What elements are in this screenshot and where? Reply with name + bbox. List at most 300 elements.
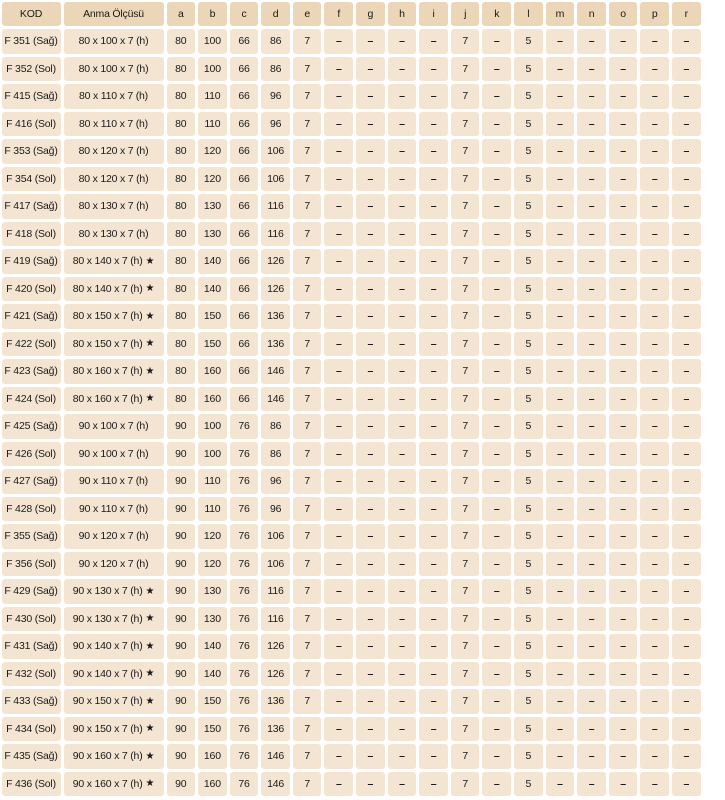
value-cell-n: –	[577, 222, 606, 247]
anma-olcusu-text: 90 x 120 x 7 (h)	[78, 530, 149, 543]
value-cell-c: 76	[230, 689, 259, 714]
kod-cell: F 351 (Sağ)	[2, 29, 61, 54]
value-cell-m: –	[546, 29, 575, 54]
value-cell-k: –	[482, 167, 511, 192]
value-cell-d: 86	[261, 57, 290, 82]
value-cell-f: –	[324, 689, 353, 714]
value-cell-l: 5	[514, 744, 543, 769]
anma-olcusu-cell	[64, 717, 164, 742]
value-cell-n: –	[577, 772, 606, 797]
anma-olcusu-text: 80 x 140 x 7 (h)	[72, 282, 143, 295]
kod-cell: F 436 (Sol)	[2, 772, 61, 797]
value-cell-l: 5	[514, 359, 543, 384]
value-cell-a: 80	[167, 304, 196, 329]
value-cell-f: –	[324, 607, 353, 632]
value-cell-h: –	[388, 717, 417, 742]
value-cell-c: 76	[230, 634, 259, 659]
value-cell-d: 116	[261, 579, 290, 604]
value-cell-i: –	[419, 332, 448, 357]
kod-cell: F 422 (Sol)	[2, 332, 61, 357]
value-cell-k: –	[482, 579, 511, 604]
header-cell-r: r	[672, 2, 701, 27]
anma-olcusu-text: 80 x 160 x 7 (h)	[72, 365, 143, 378]
kod-cell: F 433 (Sağ)	[2, 689, 61, 714]
value-cell-i: –	[419, 277, 448, 302]
kod-cell: F 416 (Sol)	[2, 112, 61, 137]
anma-olcusu-text: 90 x 140 x 7 (h)	[72, 640, 143, 653]
star-icon: ★	[145, 640, 155, 652]
value-cell-h: –	[388, 222, 417, 247]
value-cell-j: 7	[451, 414, 480, 439]
value-cell-i: –	[419, 469, 448, 494]
value-cell-e: 7	[293, 387, 322, 412]
value-cell-l: 5	[514, 304, 543, 329]
value-cell-r: –	[672, 112, 701, 137]
value-cell-p: –	[640, 359, 669, 384]
value-cell-k: –	[482, 552, 511, 577]
value-cell-h: –	[388, 524, 417, 549]
value-cell-m: –	[546, 112, 575, 137]
value-cell-r: –	[672, 277, 701, 302]
table-row	[0, 165, 725, 193]
value-cell-f: –	[324, 414, 353, 439]
value-cell-b: 130	[198, 222, 227, 247]
value-cell-e: 7	[293, 194, 322, 219]
value-cell-h: –	[388, 689, 417, 714]
value-cell-c: 66	[230, 249, 259, 274]
anma-olcusu-text: 80 x 130 x 7 (h)	[78, 200, 149, 213]
value-cell-f: –	[324, 469, 353, 494]
value-cell-b: 160	[198, 359, 227, 384]
value-cell-e: 7	[293, 29, 322, 54]
value-cell-m: –	[546, 167, 575, 192]
kod-cell: F 430 (Sol)	[2, 607, 61, 632]
value-cell-h: –	[388, 332, 417, 357]
value-cell-o: –	[609, 57, 638, 82]
table-row	[0, 413, 725, 441]
value-cell-r: –	[672, 689, 701, 714]
table-row	[0, 275, 725, 303]
value-cell-i: –	[419, 167, 448, 192]
value-cell-r: –	[672, 607, 701, 632]
anma-olcusu-text: 80 x 100 x 7 (h)	[78, 62, 149, 75]
value-cell-m: –	[546, 414, 575, 439]
value-cell-h: –	[388, 139, 417, 164]
value-cell-h: –	[388, 387, 417, 412]
table-row	[0, 688, 725, 716]
anma-olcusu-cell	[64, 304, 164, 329]
value-cell-d: 96	[261, 112, 290, 137]
value-cell-a: 80	[167, 167, 196, 192]
value-cell-e: 7	[293, 552, 322, 577]
value-cell-g: –	[356, 579, 385, 604]
value-cell-i: –	[419, 689, 448, 714]
value-cell-d: 106	[261, 167, 290, 192]
value-cell-h: –	[388, 84, 417, 109]
value-cell-r: –	[672, 332, 701, 357]
value-cell-a: 90	[167, 524, 196, 549]
value-cell-r: –	[672, 524, 701, 549]
value-cell-o: –	[609, 607, 638, 632]
anma-olcusu-text: 90 x 140 x 7 (h)	[72, 667, 143, 680]
value-cell-l: 5	[514, 497, 543, 522]
value-cell-a: 90	[167, 689, 196, 714]
value-cell-l: 5	[514, 607, 543, 632]
value-cell-o: –	[609, 249, 638, 274]
value-cell-d: 86	[261, 414, 290, 439]
value-cell-c: 66	[230, 387, 259, 412]
value-cell-k: –	[482, 524, 511, 549]
value-cell-f: –	[324, 332, 353, 357]
value-cell-m: –	[546, 249, 575, 274]
value-cell-j: 7	[451, 167, 480, 192]
value-cell-j: 7	[451, 387, 480, 412]
value-cell-m: –	[546, 194, 575, 219]
value-cell-r: –	[672, 167, 701, 192]
value-cell-b: 120	[198, 139, 227, 164]
table-row	[0, 220, 725, 248]
value-cell-b: 120	[198, 524, 227, 549]
value-cell-k: –	[482, 772, 511, 797]
value-cell-a: 80	[167, 222, 196, 247]
value-cell-h: –	[388, 579, 417, 604]
value-cell-p: –	[640, 689, 669, 714]
anma-olcusu-cell	[64, 167, 164, 192]
value-cell-c: 76	[230, 772, 259, 797]
header-cell-c: c	[230, 2, 259, 27]
value-cell-k: –	[482, 249, 511, 274]
value-cell-o: –	[609, 634, 638, 659]
header-cell-n: n	[577, 2, 606, 27]
value-cell-p: –	[640, 112, 669, 137]
value-cell-i: –	[419, 662, 448, 687]
value-cell-a: 90	[167, 579, 196, 604]
value-cell-p: –	[640, 717, 669, 742]
value-cell-b: 100	[198, 414, 227, 439]
value-cell-h: –	[388, 414, 417, 439]
value-cell-f: –	[324, 717, 353, 742]
value-cell-j: 7	[451, 139, 480, 164]
value-cell-j: 7	[451, 29, 480, 54]
value-cell-m: –	[546, 744, 575, 769]
value-cell-a: 90	[167, 442, 196, 467]
table-row	[0, 550, 725, 578]
anma-olcusu-text: 80 x 140 x 7 (h)	[72, 255, 143, 268]
value-cell-i: –	[419, 717, 448, 742]
value-cell-d: 116	[261, 222, 290, 247]
anma-olcusu-text: 90 x 110 x 7 (h)	[79, 475, 148, 488]
value-cell-a: 90	[167, 634, 196, 659]
value-cell-g: –	[356, 167, 385, 192]
kod-cell: F 421 (Sağ)	[2, 304, 61, 329]
value-cell-b: 140	[198, 634, 227, 659]
value-cell-p: –	[640, 442, 669, 467]
value-cell-f: –	[324, 29, 353, 54]
value-cell-p: –	[640, 497, 669, 522]
value-cell-i: –	[419, 387, 448, 412]
value-cell-o: –	[609, 469, 638, 494]
value-cell-f: –	[324, 222, 353, 247]
anma-olcusu-cell	[64, 332, 164, 357]
value-cell-n: –	[577, 442, 606, 467]
value-cell-d: 126	[261, 634, 290, 659]
table-row	[0, 660, 725, 688]
kod-cell: F 428 (Sol)	[2, 497, 61, 522]
value-cell-c: 76	[230, 579, 259, 604]
anma-olcusu-text: 80 x 120 x 7 (h)	[78, 172, 149, 185]
anma-olcusu-text: 90 x 110 x 7 (h)	[79, 502, 148, 515]
value-cell-n: –	[577, 57, 606, 82]
value-cell-d: 96	[261, 497, 290, 522]
value-cell-p: –	[640, 277, 669, 302]
value-cell-b: 140	[198, 249, 227, 274]
value-cell-i: –	[419, 607, 448, 632]
value-cell-l: 5	[514, 662, 543, 687]
value-cell-m: –	[546, 634, 575, 659]
value-cell-e: 7	[293, 717, 322, 742]
anma-olcusu-text: 90 x 100 x 7 (h)	[78, 420, 149, 433]
value-cell-f: –	[324, 524, 353, 549]
anma-olcusu-text: 90 x 160 x 7 (h)	[72, 777, 143, 790]
value-cell-e: 7	[293, 524, 322, 549]
anma-olcusu-text: 80 x 150 x 7 (h)	[72, 310, 143, 323]
value-cell-f: –	[324, 167, 353, 192]
value-cell-p: –	[640, 249, 669, 274]
value-cell-m: –	[546, 139, 575, 164]
value-cell-a: 80	[167, 29, 196, 54]
value-cell-n: –	[577, 662, 606, 687]
value-cell-m: –	[546, 524, 575, 549]
value-cell-p: –	[640, 139, 669, 164]
value-cell-p: –	[640, 634, 669, 659]
value-cell-e: 7	[293, 167, 322, 192]
value-cell-p: –	[640, 662, 669, 687]
value-cell-j: 7	[451, 469, 480, 494]
value-cell-r: –	[672, 304, 701, 329]
value-cell-c: 76	[230, 414, 259, 439]
kod-cell: F 417 (Sağ)	[2, 194, 61, 219]
value-cell-g: –	[356, 744, 385, 769]
anma-olcusu-cell	[64, 249, 164, 274]
value-cell-e: 7	[293, 662, 322, 687]
value-cell-h: –	[388, 194, 417, 219]
value-cell-n: –	[577, 194, 606, 219]
value-cell-k: –	[482, 304, 511, 329]
value-cell-g: –	[356, 772, 385, 797]
value-cell-o: –	[609, 29, 638, 54]
value-cell-g: –	[356, 249, 385, 274]
value-cell-p: –	[640, 469, 669, 494]
anma-olcusu-text: 80 x 110 x 7 (h)	[79, 117, 148, 130]
table-row	[0, 83, 725, 111]
value-cell-i: –	[419, 524, 448, 549]
kod-cell: F 429 (Sağ)	[2, 579, 61, 604]
value-cell-m: –	[546, 84, 575, 109]
value-cell-p: –	[640, 304, 669, 329]
value-cell-o: –	[609, 689, 638, 714]
value-cell-k: –	[482, 359, 511, 384]
value-cell-a: 90	[167, 717, 196, 742]
value-cell-r: –	[672, 579, 701, 604]
value-cell-h: –	[388, 304, 417, 329]
value-cell-e: 7	[293, 497, 322, 522]
value-cell-e: 7	[293, 442, 322, 467]
value-cell-g: –	[356, 84, 385, 109]
anma-olcusu-text: 90 x 160 x 7 (h)	[72, 750, 143, 763]
value-cell-l: 5	[514, 57, 543, 82]
value-cell-h: –	[388, 57, 417, 82]
value-cell-h: –	[388, 359, 417, 384]
value-cell-l: 5	[514, 277, 543, 302]
value-cell-n: –	[577, 84, 606, 109]
value-cell-o: –	[609, 744, 638, 769]
value-cell-a: 90	[167, 744, 196, 769]
anma-olcusu-cell	[64, 194, 164, 219]
value-cell-i: –	[419, 744, 448, 769]
value-cell-p: –	[640, 414, 669, 439]
star-icon: ★	[145, 283, 155, 295]
header-cell-kod: KOD	[2, 2, 61, 27]
value-cell-b: 140	[198, 662, 227, 687]
value-cell-r: –	[672, 222, 701, 247]
anma-olcusu-text: 90 x 130 x 7 (h)	[72, 585, 143, 598]
anma-olcusu-text: 80 x 130 x 7 (h)	[78, 227, 149, 240]
value-cell-l: 5	[514, 552, 543, 577]
value-cell-n: –	[577, 607, 606, 632]
value-cell-i: –	[419, 772, 448, 797]
value-cell-n: –	[577, 634, 606, 659]
value-cell-b: 130	[198, 194, 227, 219]
value-cell-e: 7	[293, 772, 322, 797]
value-cell-b: 150	[198, 689, 227, 714]
table-row	[0, 495, 725, 523]
value-cell-a: 80	[167, 359, 196, 384]
table-row	[0, 358, 725, 386]
value-cell-l: 5	[514, 442, 543, 467]
value-cell-m: –	[546, 57, 575, 82]
value-cell-o: –	[609, 772, 638, 797]
value-cell-g: –	[356, 634, 385, 659]
value-cell-b: 100	[198, 442, 227, 467]
value-cell-c: 76	[230, 607, 259, 632]
value-cell-r: –	[672, 57, 701, 82]
value-cell-a: 90	[167, 607, 196, 632]
value-cell-g: –	[356, 57, 385, 82]
value-cell-c: 76	[230, 469, 259, 494]
value-cell-l: 5	[514, 194, 543, 219]
value-cell-a: 90	[167, 497, 196, 522]
value-cell-f: –	[324, 359, 353, 384]
value-cell-b: 110	[198, 497, 227, 522]
value-cell-h: –	[388, 277, 417, 302]
value-cell-j: 7	[451, 662, 480, 687]
value-cell-l: 5	[514, 139, 543, 164]
value-cell-c: 76	[230, 662, 259, 687]
value-cell-f: –	[324, 552, 353, 577]
anma-olcusu-text: 90 x 150 x 7 (h)	[72, 695, 143, 708]
value-cell-o: –	[609, 414, 638, 439]
value-cell-m: –	[546, 359, 575, 384]
star-icon: ★	[145, 365, 155, 377]
table-row	[0, 578, 725, 606]
value-cell-k: –	[482, 689, 511, 714]
value-cell-a: 80	[167, 139, 196, 164]
anma-olcusu-cell	[64, 469, 164, 494]
value-cell-k: –	[482, 29, 511, 54]
value-cell-m: –	[546, 277, 575, 302]
value-cell-m: –	[546, 387, 575, 412]
value-cell-e: 7	[293, 469, 322, 494]
anma-olcusu-cell	[64, 359, 164, 384]
value-cell-m: –	[546, 442, 575, 467]
value-cell-k: –	[482, 607, 511, 632]
value-cell-m: –	[546, 689, 575, 714]
kod-cell: F 356 (Sol)	[2, 552, 61, 577]
value-cell-o: –	[609, 112, 638, 137]
value-cell-d: 96	[261, 469, 290, 494]
value-cell-d: 86	[261, 29, 290, 54]
header-cell-d: d	[261, 2, 290, 27]
value-cell-j: 7	[451, 552, 480, 577]
table-row	[0, 330, 725, 358]
value-cell-l: 5	[514, 414, 543, 439]
value-cell-r: –	[672, 414, 701, 439]
value-cell-l: 5	[514, 387, 543, 412]
value-cell-d: 136	[261, 689, 290, 714]
value-cell-f: –	[324, 772, 353, 797]
value-cell-k: –	[482, 469, 511, 494]
table-row	[0, 523, 725, 551]
value-cell-p: –	[640, 524, 669, 549]
value-cell-o: –	[609, 304, 638, 329]
value-cell-n: –	[577, 524, 606, 549]
star-icon: ★	[145, 695, 155, 707]
value-cell-r: –	[672, 359, 701, 384]
value-cell-o: –	[609, 662, 638, 687]
value-cell-e: 7	[293, 332, 322, 357]
anma-olcusu-cell	[64, 139, 164, 164]
value-cell-b: 160	[198, 772, 227, 797]
value-cell-c: 66	[230, 57, 259, 82]
value-cell-a: 90	[167, 772, 196, 797]
kod-cell: F 419 (Sağ)	[2, 249, 61, 274]
anma-olcusu-text: 90 x 100 x 7 (h)	[78, 447, 149, 460]
value-cell-h: –	[388, 112, 417, 137]
value-cell-g: –	[356, 662, 385, 687]
value-cell-c: 66	[230, 112, 259, 137]
value-cell-g: –	[356, 277, 385, 302]
table-row	[0, 248, 725, 276]
kod-cell: F 432 (Sol)	[2, 662, 61, 687]
table-row	[0, 138, 725, 166]
value-cell-o: –	[609, 194, 638, 219]
value-cell-f: –	[324, 194, 353, 219]
value-cell-o: –	[609, 552, 638, 577]
value-cell-r: –	[672, 249, 701, 274]
value-cell-p: –	[640, 194, 669, 219]
value-cell-d: 86	[261, 442, 290, 467]
value-cell-g: –	[356, 442, 385, 467]
value-cell-e: 7	[293, 744, 322, 769]
anma-olcusu-text: 80 x 160 x 7 (h)	[72, 392, 143, 405]
value-cell-h: –	[388, 167, 417, 192]
value-cell-g: –	[356, 552, 385, 577]
star-icon: ★	[145, 723, 155, 735]
value-cell-d: 126	[261, 662, 290, 687]
value-cell-i: –	[419, 139, 448, 164]
value-cell-p: –	[640, 167, 669, 192]
value-cell-n: –	[577, 359, 606, 384]
